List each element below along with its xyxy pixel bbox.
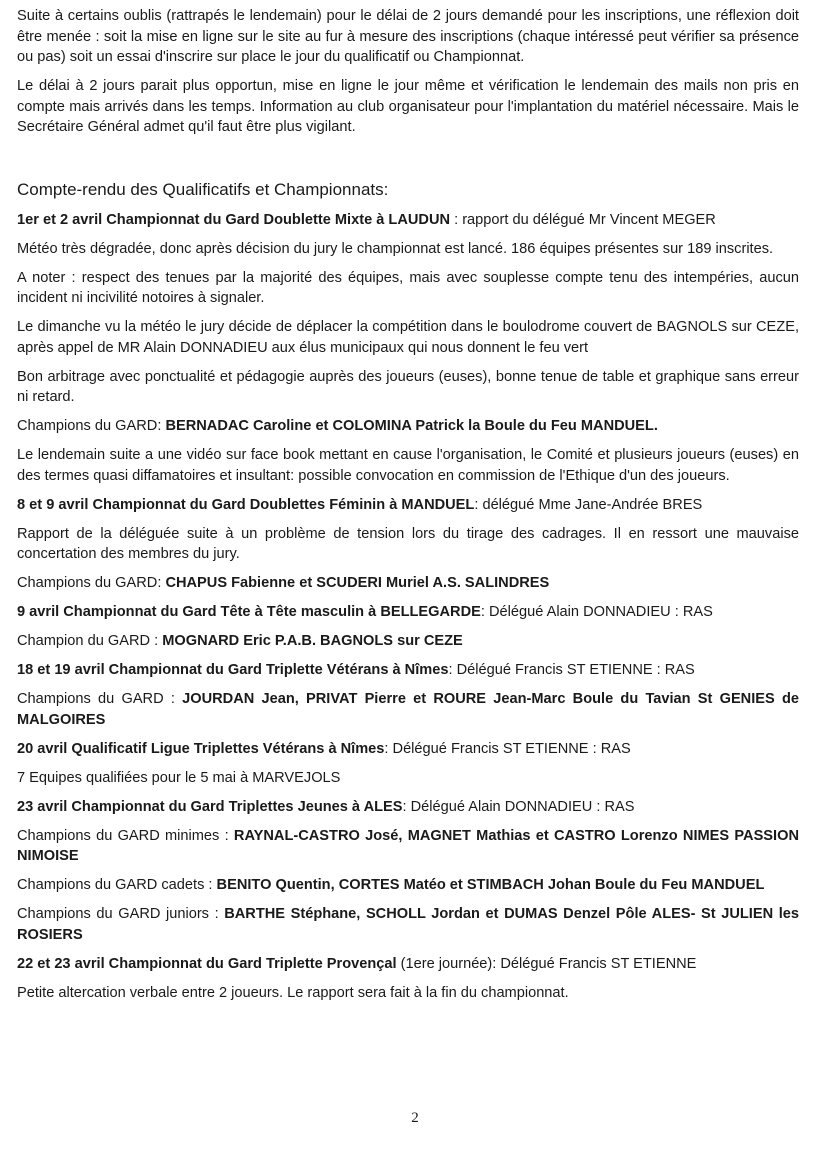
text-run: Rapport de la déléguée suite à un problème de tension lors du tirage des cadrages. Il en ressort une mauvaise concertation des membres du jury. xyxy=(17,525,799,562)
paragraph xyxy=(17,954,799,975)
text-run: Champion du GARD : xyxy=(17,633,163,649)
section-heading: Compte-rendu des Qualificatifs et Championnats: xyxy=(17,179,389,199)
text-run: : délégué Mme Jane-Andrée BRES xyxy=(474,496,703,513)
bold-text: JOURDAN Jean, PRIVAT Pierre et ROURE Jean-Marc Boule du Tavian St GENIES de MALGOIRES xyxy=(17,691,799,728)
bold-text: 18 et 19 avril Championnat du Gard Triplette Vétérans à Nîmes xyxy=(17,662,449,678)
paragraph xyxy=(17,602,799,623)
text-run: : Délégué Alain DONNADIEU : RAS xyxy=(402,798,635,815)
text-run: A noter : respect des tenues par la majorité des équipes, mais avec souplesse compte tenu des intempéries, aucun incident ni incivilité notoires à signaler. xyxy=(17,269,799,306)
paragraph xyxy=(17,689,799,730)
bold-text: 23 avril Championnat du Gard Triplettes Jeunes à ALES xyxy=(17,798,403,815)
text-run: (1ere journée): Délégué Francis ST ETIENNE xyxy=(396,955,697,972)
paragraph xyxy=(17,76,799,138)
paragraph xyxy=(17,875,799,896)
paragraph xyxy=(17,768,799,789)
paragraph xyxy=(17,660,799,681)
paragraph xyxy=(17,797,799,818)
bold-text: 1er et 2 avril Championnat du Gard Doublette Mixte à LAUDUN xyxy=(17,211,451,228)
paragraph xyxy=(17,573,799,594)
text-run: : Délégué Alain DONNADIEU : RAS xyxy=(480,604,713,620)
paragraph xyxy=(17,631,799,652)
paragraph xyxy=(17,826,799,867)
paragraph xyxy=(17,239,799,260)
bold-text: BERNADAC Caroline et COLOMINA Patrick la Boule du Feu MANDUEL. xyxy=(165,418,658,434)
text-run: Champions du GARD cadets : xyxy=(17,877,217,893)
text-run: Bon arbitrage avec ponctualité et pédagogie auprès des joueurs (euses), bonne tenue de table et graphique sans erreur ni retard. xyxy=(17,368,799,405)
bold-text: BENITO Quentin, CORTES Matéo et STIMBACH Johan Boule du Feu MANDUEL xyxy=(216,877,765,893)
text-run: Petite altercation verbale entre 2 joueurs. Le rapport sera fait à la fin du championnat. xyxy=(17,984,569,1001)
paragraph xyxy=(17,739,799,760)
text-run: Champions du GARD : xyxy=(17,691,183,707)
intro-section xyxy=(17,6,799,138)
text-run: Suite à certains oublis (rattrapés le lendemain) pour le délai de 2 jours demandé pour les inscriptions, une réflexion doit être menée : soit la mise en ligne sur le site au fur à mesure des inscriptions (chaque intéressé peut vérifier sa présence ou pas) soit un essai d'inscrire sur place le jour du qualificatif ou Championnat. xyxy=(17,8,799,65)
bold-text: RAYNAL-CASTRO José, MAGNET Mathias et CASTRO Lorenzo NIMES PASSION NIMOISE xyxy=(17,827,799,864)
paragraph xyxy=(17,416,799,437)
paragraph xyxy=(17,445,799,486)
paragraph xyxy=(17,6,799,68)
bold-text: 22 et 23 avril Championnat du Gard Triplette Provençal xyxy=(17,955,397,972)
text-run: Le lendemain suite a une vidéo sur face book mettant en cause l'organisation, le Comité et plusieurs joueurs (euses) en des termes quasi diffamatoires et insultant: possible convocation en commission de l'Ethique d'un des joueurs. xyxy=(17,447,799,484)
report-section xyxy=(17,210,799,1004)
bold-text: 8 et 9 avril Championnat du Gard Doublettes Féminin à MANDUEL xyxy=(17,496,475,513)
text-run: Champions du GARD: xyxy=(17,418,166,434)
paragraph xyxy=(17,210,799,231)
text-run: 7 Equipes qualifiées pour le 5 mai à MARVEJOLS xyxy=(17,769,341,786)
text-run: Le dimanche vu la météo le jury décide de déplacer la compétition dans le boulodrome couvert de BAGNOLS sur CEZE, après appel de MR Alain DONNADIEU aux élus municipaux qui nous donnent le feu vert xyxy=(17,319,799,356)
text-run: : Délégué Francis ST ETIENNE : RAS xyxy=(384,740,631,757)
bold-text: 20 avril Qualificatif Ligue Triplettes Vétérans à Nîmes xyxy=(17,740,385,757)
text-run: Champions du GARD juniors : xyxy=(17,906,225,922)
paragraph xyxy=(17,317,799,358)
text-run: Champions du GARD: xyxy=(17,575,166,591)
paragraph xyxy=(17,367,799,408)
bold-text: MOGNARD Eric P.A.B. BAGNOLS sur CEZE xyxy=(162,633,463,649)
bold-text: 9 avril Championnat du Gard Tête à Tête masculin à BELLEGARDE xyxy=(17,604,481,620)
text-run: Météo très dégradée, donc après décision du jury le championnat est lancé. 186 équipes présentes sur 189 inscrites. xyxy=(17,240,774,257)
paragraph xyxy=(17,495,799,516)
paragraph xyxy=(17,268,799,309)
bold-text: BARTHE Stéphane, SCHOLL Jordan et DUMAS Denzel Pôle ALES- St JULIEN les ROSIERS xyxy=(17,906,800,943)
text-run: Champions du GARD minimes : xyxy=(17,827,234,844)
document-page xyxy=(17,0,799,1012)
text-run: : Délégué Francis ST ETIENNE : RAS xyxy=(448,662,695,678)
text-run: : rapport du délégué Mr Vincent MEGER xyxy=(450,211,716,228)
bold-text: CHAPUS Fabienne et SCUDERI Muriel A.S. SALINDRES xyxy=(165,575,550,591)
page-number: 2 xyxy=(411,1110,419,1126)
paragraph xyxy=(17,524,799,565)
paragraph xyxy=(17,983,799,1004)
paragraph xyxy=(17,904,799,945)
text-run: Le délai à 2 jours parait plus opportun, mise en ligne le jour même et vérification le lendemain des mails non pris en compte mais arrivés dans les temps. Information au club organisateur pour l'implantation du matériel nécessaire. Mais le Secrétaire Général admet qu'il faut être plus vigilant. xyxy=(17,78,799,135)
